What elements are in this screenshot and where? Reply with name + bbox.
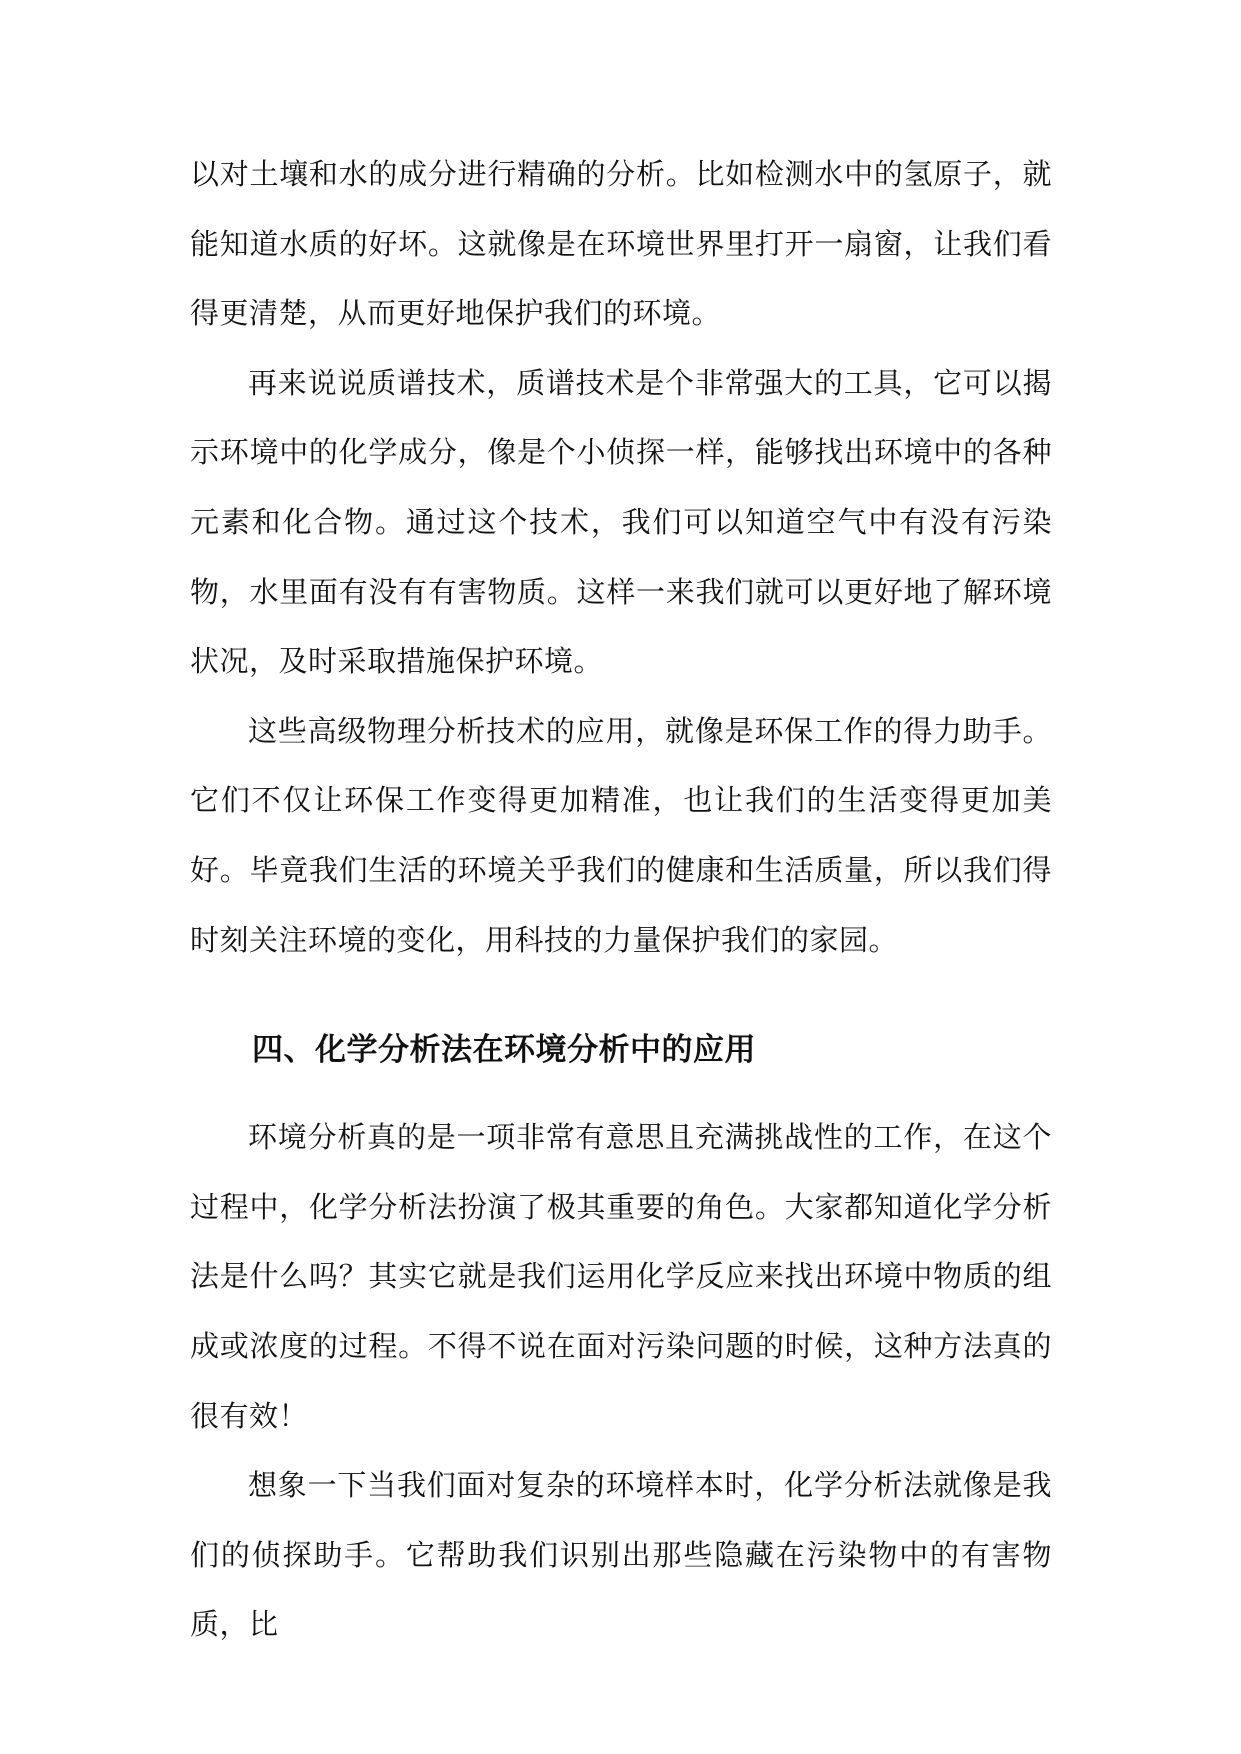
paragraph-chemical-analysis-detective: 想象一下当我们面对复杂的环境样本时，化学分析法就像是我们的侦探助手。它帮助我们识别出那些隐藏在污染物中的有害物质，比: [190, 1468, 1052, 1642]
paragraph-nmr-water-analysis: 以对土壤和水的成分进行精确的分析。比如检测水中的氢原子，就能知道水质的好坏。这就像是在环境世界里打开一扇窗，让我们看得更清楚，从而更好地保护我们的环境。: [190, 157, 1052, 331]
page-content: [190, 140, 1052, 1660]
paragraph-physical-analysis-summary: 这些高级物理分析技术的应用，就像是环保工作的得力助手。它们不仅让环保工作变得更加精准，也让我们的生活变得更加美好。毕竟我们生活的环境关乎我们的健康和生活质量，所以我们得时刻关注环境的变化，用科技的力量保护我们的家园。: [190, 713, 1052, 957]
paragraph-chemical-analysis-intro: 环境分析真的是一项非常有意思且充满挑战性的工作，在这个过程中，化学分析法扮演了极其重要的角色。大家都知道化学分析法是什么吗？其实它就是我们运用化学反应来找出环境中物质的组成或浓度的过程。不得不说在面对污染问题的时候，这种方法真的很有效！: [190, 1120, 1052, 1433]
section-heading: 四、化学分析法在环境分析中的应用: [252, 1032, 756, 1069]
paragraph-mass-spectrometry: 再来说说质谱技术，质谱技术是个非常强大的工具，它可以揭示环境中的化学成分，像是个小侦探一样，能够找出环境中的各种元素和化合物。通过这个技术，我们可以知道空气中有没有污染物，水里面有没有有害物质。这样一来我们就可以更好地了解环境状况，及时采取措施保护环境。: [190, 365, 1052, 679]
